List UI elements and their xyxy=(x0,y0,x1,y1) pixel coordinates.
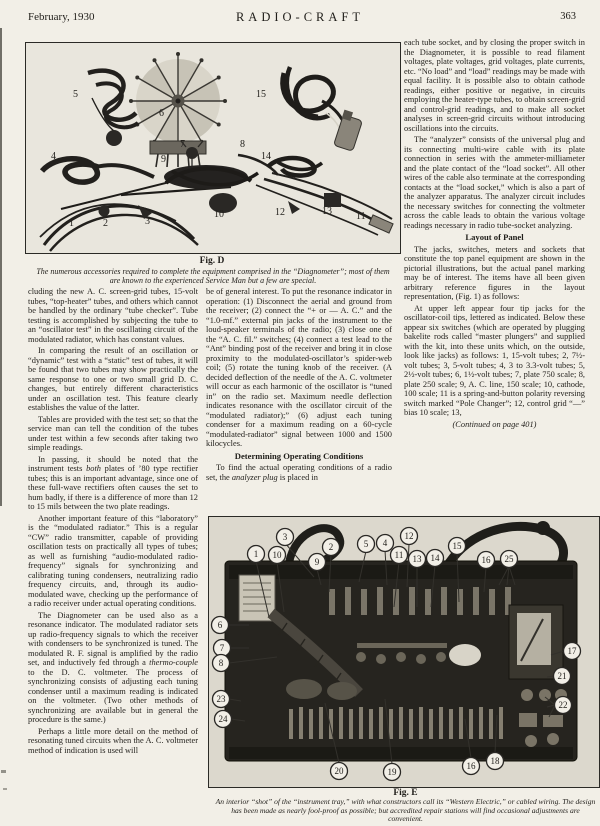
paragraph: At upper left appear four tip jacks for the oscillator-coil tips, lettered as indicated. Below these appear six switches (which are operated by plugging bakelite rods called “master plungers” and supplied with the kit, into these units which, on the outside, look like jacks) as follows: 1, 15-volt tubes; 2, 7½-volt tubes; 3, 5-volt tubes; 4, 3 to 3.3-volt tubes; 5, 2½-volt tubes; 6, 1½-volt tubes; 7, plate 750 scale; 8, plate 250 scale; 9, A. C. line, 150 scale; 10, cathode, 100 scale; 11 is a spring-and-button polarity reversing switch marked “Pole Changer”; 12, control grid “—” bias 10 scale; 13, xyxy=(404,303,585,417)
instrument-tray-illustration xyxy=(209,517,599,787)
paragraph: The “analyzer” consists of the universal plug and its connecting multi-wire cable with its plate connection in series with the ammeter-milliameter and the plate contact of the “load socket”. All other wires of the cable also terminate at the corresponding contacts at the “load socket,” which is also a part of the analyzer apparatus. The analyzer circuit includes the necessary switches for connecting the voltmeter across the cable leads to obtain the various voltage readings necessary in radio tube-socket analyzing. xyxy=(404,135,585,230)
plug-tip xyxy=(99,206,110,217)
item-number: 9 xyxy=(161,154,166,165)
item-number: 13 xyxy=(322,206,332,217)
paragraph: Another important feature of this “laboratory” is the “modulated radiator.” This is a regular “CW” radio transmitter, capable of providing oscillation tests on practically all types of tubes; as well as furnishing “audio-modulated radio-frequency” signals for synchronizing and calibrating tuning condensers, neutralizing radio frequency circuits, and, through its audio-modulated wave, checking up the performance of a radio receiver under actual operating conditions. xyxy=(28,513,198,608)
callout-number: 1 xyxy=(253,549,259,559)
item-number: 11 xyxy=(356,211,366,222)
paper-label xyxy=(239,575,275,621)
figure-d-photo xyxy=(25,42,401,254)
article-left-column xyxy=(28,287,198,823)
callout-number: 11 xyxy=(394,550,404,560)
coil-disc xyxy=(106,130,122,146)
figure-e-caption: An interior “shot” of the “instrument tray,” with what constructors call its “Western Electric,” or cabled wiring. The design has been made as nearly fool-proof as possible; but accredited repair stations will find occasional adjustments are convenient. xyxy=(215,797,596,824)
dial xyxy=(286,679,322,699)
item-number: 3 xyxy=(145,216,150,227)
adapter-block xyxy=(324,193,341,207)
callout-number: 12 xyxy=(404,531,414,541)
item-number: 15 xyxy=(256,89,266,100)
callout-number: 10 xyxy=(272,550,282,560)
callout-number: 15 xyxy=(452,541,462,551)
paragraph: Perhaps a little more detail on the method of resonating tuned circuits when the A. C. voltmeter method of indication is used will xyxy=(28,726,198,755)
callout-number: 9 xyxy=(314,557,320,567)
callout-number: 18 xyxy=(490,756,500,766)
item-number: 4 xyxy=(51,151,56,162)
item-number: 6 xyxy=(159,108,164,119)
scan-edge-artifact xyxy=(0,28,2,506)
callout-number: 25 xyxy=(504,554,514,564)
section-heading: Determining Operating Conditions xyxy=(234,450,364,461)
callout-number: 5 xyxy=(363,539,369,549)
callout-number: 6 xyxy=(217,620,223,630)
paragraph: The jacks, switches, meters and sockets that constitute the top panel equipment are shown in the pictorial illustrations, but the actual panel marking may be of interest. The items have all been given arbitrary reference figures in the layout representation, (Fig. 1) as follows: xyxy=(404,244,585,301)
callout-number: 8 xyxy=(218,658,224,668)
page-number: 363 xyxy=(560,11,576,22)
callout-number: 4 xyxy=(382,538,388,548)
figure-e-photo xyxy=(208,516,600,788)
callout-number: 13 xyxy=(412,554,422,564)
item-number: 14 xyxy=(261,151,271,162)
scan-speck xyxy=(1,770,6,773)
accessories-photo-illustration xyxy=(26,43,400,253)
callout-number: 7 xyxy=(219,643,225,653)
item-number: 10 xyxy=(214,209,224,220)
article-right-column xyxy=(404,38,585,484)
item-number: 8 xyxy=(240,139,245,150)
callout-number: 22 xyxy=(558,700,568,710)
paragraph: To find the actual operating conditions of a radio set, the analyzer plug is placed in xyxy=(206,463,392,482)
light-component xyxy=(449,644,481,666)
callout-number: 2 xyxy=(328,542,334,552)
paragraph: Tables are provided with the test set; so that the service man can tell the condition of the tubes under test within a few seconds after taking two simple readings. xyxy=(28,414,198,452)
issue-date: February, 1930 xyxy=(28,11,95,23)
paragraph: In passing, it should be noted that the instrument tests both plates of ’80 type rectifier tubes; this is an important advantage, since one of these full-wave rectifiers often causes the set to hum badly, if there is a difference of more than 12 to 15 mils between the two plate readings. xyxy=(28,454,199,511)
callout-number: 23 xyxy=(216,694,226,704)
callout-number: 3 xyxy=(282,532,288,542)
paragraph: cluding the new A. C. screen-grid tubes, 15-volt tubes, “top-heater” tubes, and others which cannot be handled by the ordinary “tube checker”. Tube testing is accomplished by subjecting the tube to an “oscillator test” in the oscillating circuit of the modulated radiator, which has constant values. xyxy=(28,287,198,344)
paragraph: each tube socket, and by closing the proper switch in the Diagnometer, it is possible to read filament voltages, plate voltages, grid voltages, plate currents, etc. “No load” and “load” readings may be made with equal facility. It is possible also to obtain cathode readings, either positive or negative, in circuits employing the heater-type tubes, to obtain screen-grid and control-grid readings, and to make all socket analyses in screen-grid circuits without introducing oscillations into the circuits. xyxy=(404,38,585,133)
meter-assembly xyxy=(509,605,563,679)
callout-number: 20 xyxy=(334,766,344,776)
callout-number: 16 xyxy=(466,761,476,771)
callout-number: 24 xyxy=(218,714,228,724)
article-middle-column xyxy=(206,287,392,513)
figure-d-caption: The numerous accessories required to complete the equipment comprised in the “Diagnometer”; most of them are known to the experienced Service Man but a few are special. xyxy=(36,267,390,285)
callout-number: 17 xyxy=(567,646,577,656)
item-number: 1 xyxy=(69,218,74,229)
scan-speck xyxy=(3,788,7,790)
paragraph: be of general interest. To put the resonance indicator in operation: (1) Disconnect the aerial and ground from the receiver; (2) connect the “+ or — A. C.” and the “1.0-mf.” external pin jacks of the instrument to the loud-speaker terminals of the radio; (3) close one of the “A. C. fil.” switches; (4) connect a test lead to the “Ant” binding post of the receiver and bring it in close proximity to the modulated-oscillator’s spider-web coil; (5) rotate the tuning knob of the receiver. (A decided deflection of the needle of the A. C. voltmeter will occur as each harmonic of the oscillator is “tuned in” on the radio set. Maximum needle deflection indicates resonance with the oscillator circuit of the “modulated radiator);” (6) adjust each tuning condenser for a maximum reading on a 60-cycle “modulated-radiator” signal between 1000 and 1500 kilocycles. xyxy=(206,287,392,448)
item-number: 2 xyxy=(103,218,108,229)
figure-d-label: Fig. D xyxy=(199,256,225,266)
item-number: 5 xyxy=(73,89,78,100)
magazine-title: RADIO-CRAFT xyxy=(235,10,365,24)
callout-number: 19 xyxy=(387,767,397,777)
section-heading: Layout of Panel xyxy=(465,232,524,242)
paragraph: The Diagnometer can be used also as a resonance indicator. The modulated radiator sets up radio-frequency signals to which the receiver with condensers to be synchronized is tuned. The modulated R. F. signal is amplified by the radio set, and inductively fed through a thermo-couple to the D. C. voltmeter. The process of synchronizing consists of adjusting each tuning condenser until a maximum reading is indicated on the voltmeter. (Two other methods of synchronizing are available but in general the procedure is the same.) xyxy=(28,610,198,724)
item-number: 12 xyxy=(275,207,285,218)
paragraph: In comparing the result of an oscillation or “dynamic” test with a “static” test of tubes, it will be found that two tubes may show practically the same response to one or two small grid D. C. changes, but entirely different characteristics under an oscillation test. This feature clearly establishes the value of the latter. xyxy=(28,346,198,412)
figure-e-label: Fig. E xyxy=(393,788,418,798)
callout-number: 21 xyxy=(557,671,567,681)
dial xyxy=(327,682,357,700)
callout-number: 14 xyxy=(430,553,440,563)
item-number: 7 xyxy=(180,139,185,150)
continued-notice: (Continued on page 401) xyxy=(452,419,537,429)
callout-number: 16 xyxy=(481,555,491,565)
